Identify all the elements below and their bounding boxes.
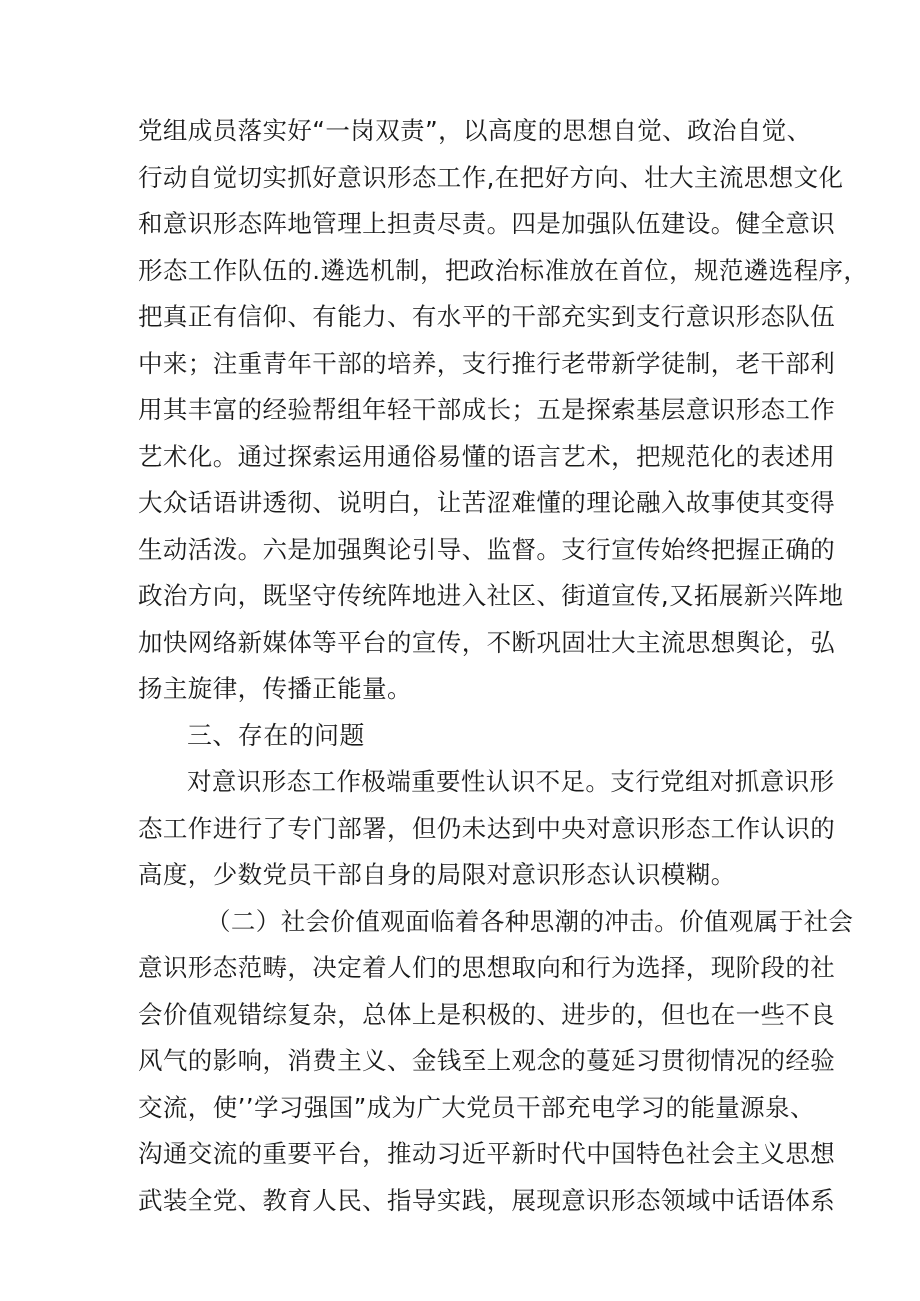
text-line: 党组成员落实好“一岗双责”，以高度的思想自觉、政治自觉、	[138, 116, 812, 145]
text-line: 扬主旋律，传播正能量。	[138, 674, 412, 703]
text-line: （二）社会价值观面临着各种思潮的冲击。价值观属于社会	[206, 906, 854, 936]
paragraph-team-building	[138, 108, 869, 713]
text-line: 政治方向，既坚守传统阵地进入社区、街道宣传,又拓展新兴阵地	[138, 581, 844, 610]
paragraph-awareness	[138, 759, 836, 899]
text-line: 高度，少数党员干部自身的局限对意识形态认识模糊。	[138, 860, 736, 889]
text-line: 武装全党、教育人民、指导实践，展现意识形态领域中话语体系	[138, 1185, 836, 1215]
text-line: 大众话语讲透彻、说明白，让苦涩难懂的理论融入故事使其变得	[138, 488, 836, 517]
text-line: 中来；注重青年干部的培养，支行推行老带新学徒制，老干部利	[138, 348, 836, 378]
text-line: 风气的影响，消费主义、金钱至上观念的蔓延习贯彻情况的经验	[138, 1046, 836, 1075]
text-line: 加快网络新媒体等平台的宣传，不断巩固壮大主流思想舆论，弘	[138, 627, 836, 657]
text-line: 行动自觉切实抓好意识形态工作,在把好方向、壮大主流思想文化	[138, 162, 844, 192]
document-body	[138, 108, 869, 1224]
text-line: 对意识形态工作极端重要性认识不足。支行党组对抓意识形	[187, 767, 835, 796]
text-line: 会价值观错综复杂，总体上是积极的、进步的，但也在一些不良	[138, 999, 836, 1029]
text-line: 意识形态范畴，决定着人们的思想取向和行为选择，现阶段的社	[138, 953, 836, 982]
text-line: 用其丰富的经验帮组年轻干部成长；五是探索基层意识形态工作	[138, 395, 836, 424]
text-line: 沟通交流的重要平台，推动习近平新时代中国特色社会主义思想	[138, 1139, 836, 1168]
text-line: 艺术化。通过探索运用通俗易懂的语言艺术，把规范化的表述用	[138, 441, 836, 471]
text-line: 把真正有信仰、有能力、有水平的干部充实到支行意识形态队伍	[138, 302, 836, 331]
text-line: 形态工作队伍的.遴选机制，把政治标准放在首位，规范遴选程序，	[138, 255, 869, 285]
section-heading: 三、存在的问题	[187, 720, 365, 750]
text-line: 生动活泼。六是加强舆论引导、监督。支行宣传始终把握正确的	[138, 534, 836, 564]
paragraph-social-values	[138, 899, 854, 1225]
text-line: 和意识形态阵地管理上担责尽责。四是加强队伍建设。健全意识	[138, 209, 836, 238]
text-line: 态工作进行了专门部署，但仍未达到中央对意识形态工作认识的	[138, 813, 836, 843]
text-line: 交流，使’’学习强国”成为广大党员干部充电学习的能量源泉、	[138, 1092, 815, 1122]
